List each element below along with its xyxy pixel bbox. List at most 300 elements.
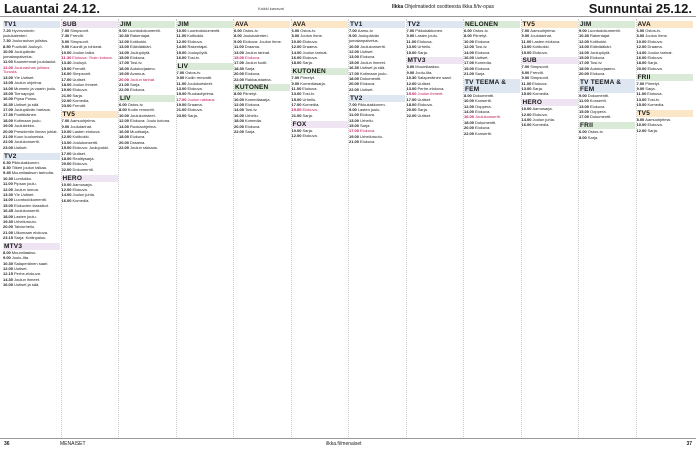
program-title: Tiikeri joulun taikaa. (11, 165, 47, 170)
program-time: 10.00 (176, 28, 187, 33)
program-time: 16.30 (3, 101, 14, 107)
publication-left: MENAISET (60, 441, 86, 447)
program-title: Joulurauhan julistus. (11, 38, 49, 44)
program-title: Ooppera. (475, 103, 492, 109)
program-title: Talviurheilu. (14, 224, 36, 230)
program-time: 10.30 (119, 33, 130, 39)
program-time: 17.00 (291, 102, 302, 108)
program-listing (637, 103, 693, 108)
program-title: Joulun ohjelma. (14, 80, 43, 86)
program-title: Joulurauhan julistus Turusta. (3, 64, 50, 75)
program-title: Hyvinvoinnin joulukalenteri. (3, 28, 35, 38)
program-time: 12.00 (291, 133, 302, 139)
program-title: Joulutarinat. (70, 123, 93, 129)
program-title: Elokuva. (302, 85, 318, 91)
program-time: 22.00 (119, 145, 130, 151)
program-title: Kodin remontti. (127, 107, 155, 113)
program-title: Ruokaohjelma. (187, 91, 215, 97)
program-title: Elokuva. (130, 87, 146, 93)
program-time: 8.00 (61, 38, 70, 44)
program-time: 20.00 (579, 71, 590, 77)
program-time: 18.00 (464, 119, 475, 125)
program-time: 14.00 (291, 49, 302, 55)
program-title: Simpsonit. (72, 71, 92, 77)
program-title: Joulun ihmeet. (14, 276, 41, 282)
listing-column (233, 19, 290, 437)
program-time: 7.20 (3, 28, 11, 33)
program-title: Pipsan joulu. (13, 181, 37, 187)
channel-heading: AVA (292, 21, 348, 28)
program-title: Joulukirkko. (14, 123, 36, 129)
listing-column (291, 19, 348, 437)
program-title: Uutiset. (417, 112, 432, 118)
program-title: Sarja. (72, 92, 83, 98)
program-title: Joulukoristeet. (130, 112, 156, 118)
program-time: 11.00 (579, 98, 589, 104)
program-time: 20.00 (119, 139, 130, 145)
program-listing (62, 168, 118, 173)
program-time: 11.00 (349, 112, 359, 118)
program-title: Komedia. (532, 122, 550, 128)
program-title: Uutiset. (360, 86, 374, 92)
channel-heading: MTV3 (3, 243, 60, 250)
program-title: Joulutarinat. (530, 33, 553, 39)
program-time: 17.30 (3, 112, 14, 118)
channel-heading: FOX (292, 121, 348, 128)
program-title: Tosi-tv. (647, 96, 660, 102)
program-title: Urheiluruutu. (14, 218, 37, 224)
program-title: Komedia. (532, 91, 550, 97)
program-time: 10.00 (291, 127, 302, 133)
program-title: Piirretyt. (472, 33, 488, 39)
program-time: 13.05 (3, 80, 14, 86)
banner-note: Kaikki kanavat (258, 6, 284, 11)
program-title: Elokuva. (187, 85, 203, 91)
program-listing (579, 72, 635, 77)
program-title: Aamusarja. (72, 181, 93, 187)
program-title: Pikkukakkonen. (357, 101, 386, 107)
program-title: Elokuva. (532, 80, 548, 86)
program-time: 21.00 (3, 134, 14, 140)
program-time: 15.00 (521, 91, 532, 97)
program-time: 15.00 (291, 96, 302, 102)
program-time: 20.00 (61, 161, 72, 167)
program-title: Luontodokumentti. (14, 197, 47, 203)
program-listing (119, 88, 175, 93)
program-title: Komedia. (245, 118, 262, 124)
program-listing (292, 134, 348, 139)
program-title: Elokuva. (590, 103, 606, 109)
listing-columns (3, 19, 693, 437)
program-title: Mummin ja vaarin joulu. (14, 85, 57, 91)
program-time: 18.00 (119, 65, 130, 71)
program-title: Joulun tarinat. (130, 76, 156, 82)
program-time: 10.00 (291, 38, 302, 44)
program-title: Joulun tarinat. (647, 49, 673, 55)
channel-heading: AVA (637, 21, 693, 28)
publication-right: ilkka.fi/menaiset (326, 441, 362, 447)
program-title: Elokuva. (245, 54, 261, 60)
program-title: Joulukonsertti. (14, 139, 40, 145)
program-title: Muumilaakso. (11, 249, 37, 255)
program-time: 9.00 (234, 38, 242, 44)
program-title: Autokorjaamo. (590, 65, 616, 71)
program-title: Frendit. (530, 69, 544, 75)
date-saturday: Lauantai 24.12. (4, 1, 101, 16)
program-title: Elokuva: Joulu kotona. (130, 118, 171, 124)
program-time: 16.00 (61, 71, 72, 77)
program-time: 8.00 (579, 134, 587, 140)
program-time: 21.00 (176, 107, 187, 113)
program-title: Eläinlääkäri. (590, 44, 612, 50)
program-title: Lasten joulu. (14, 213, 37, 219)
program-time: 15.00 (521, 49, 532, 55)
program-time: 15.00 (349, 59, 360, 65)
program-title: Luontodokumentti. (127, 28, 161, 33)
program-time: 15.00 (234, 54, 245, 60)
program-listing (3, 236, 60, 241)
page-footer (0, 438, 696, 449)
program-title: Lasten elokuva. (532, 38, 561, 44)
program-time: 7.00 (176, 69, 185, 75)
program-time: 7.00 (521, 28, 530, 33)
program-title: Joulupäivän jumalanpalvelus. (3, 48, 36, 59)
program-time: 17.00 (464, 60, 475, 66)
program-title: Elokuva. (245, 102, 261, 108)
program-time: 12.15 (3, 271, 14, 277)
program-listing (3, 29, 60, 39)
program-time: 17.00 (579, 114, 590, 120)
program-title: Ostos-tv. (587, 129, 604, 135)
program-time: 13.00 (234, 49, 245, 55)
program-time: 18.00 (291, 60, 302, 66)
program-title: Draama. (302, 44, 318, 50)
program-listing (234, 130, 290, 135)
program-time: 13.00 (406, 44, 417, 50)
program-title: Elokuva. (590, 71, 606, 77)
program-time: 13.30 (3, 191, 14, 197)
program-time: 15.00 (406, 91, 417, 97)
program-time: 15.00 (406, 49, 417, 55)
program-title: Lasten joulu. (357, 106, 381, 112)
program-title: Elokuva. (360, 81, 376, 87)
program-title: Urheilu. (302, 96, 317, 102)
program-time: 22.00 (119, 87, 130, 93)
program-time: 17.00 (234, 60, 245, 66)
program-title: Pikkukakkonen. (415, 28, 444, 33)
program-time: 9.00 (119, 28, 127, 33)
program-title: Konsertti. (475, 130, 492, 136)
program-title: Kotikokki. (187, 33, 205, 39)
program-time: 17.00 (349, 70, 360, 76)
program-time: 7.00 (61, 118, 70, 124)
program-time: 14.00 (3, 197, 14, 203)
program-time: 23.00 (176, 112, 187, 118)
program-title: Tosi-tv. (130, 60, 143, 66)
program-title: Simpsonit. (70, 38, 89, 44)
program-time: 13.00 (291, 91, 302, 97)
program-listing (349, 34, 405, 44)
program-title: Kotikokki. (590, 38, 608, 44)
program-time: 11.00 (3, 59, 13, 65)
program-listing (119, 146, 175, 151)
program-title: Joulupöytä. (187, 49, 208, 55)
program-time: 10.00 (61, 129, 72, 135)
program-time: 15.00 (61, 65, 72, 71)
program-title: Draama. (244, 44, 261, 50)
program-title: Joulu-ilta. (415, 69, 433, 75)
program-title: Kauniit ja rohkeat. (70, 44, 103, 50)
program-title: Sarja. (645, 85, 656, 91)
program-listing (292, 61, 348, 66)
program-time: 7.00 (349, 28, 357, 33)
program-title: Dokumentti. (475, 119, 497, 125)
program-time: 10.00 (521, 106, 532, 112)
program-time: 12.00 (119, 118, 130, 124)
program-listing (234, 78, 290, 83)
program-title: Ostos-tv. (127, 102, 144, 108)
program-title: Aamu-tv. (357, 28, 374, 33)
program-title: Kotikokki. (532, 44, 550, 50)
program-time: 22.00 (3, 139, 14, 145)
program-time: 13.00 (119, 44, 130, 50)
program-time: 6.00 (234, 28, 242, 33)
program-time: 16.00 (464, 54, 475, 60)
program-title: Uutiset. (72, 76, 87, 82)
program-title: Elokuva. (72, 186, 88, 192)
program-title: Sarja. (417, 49, 428, 55)
program-time: 17.00 (3, 107, 14, 113)
program-time: 6.00 (464, 28, 472, 33)
program-title: Uutiset. (360, 48, 374, 54)
program-time: 16.00 (464, 114, 475, 120)
program-time: 7.30 (3, 38, 11, 44)
program-title: Rakkaustarina. (245, 76, 272, 82)
program-time: 17.00 (579, 60, 590, 66)
program-time: 8.00 (406, 64, 415, 70)
program-title: Sarja: Kotiinpaluu. (14, 235, 47, 241)
program-time: 15.00 (61, 145, 72, 151)
program-listing (177, 56, 233, 61)
program-title: Aamuohjelma. (530, 28, 556, 33)
program-title: Elokuva. (590, 54, 606, 60)
program-time: 15.00 (579, 109, 590, 115)
program-title: Ostos-tv. (300, 28, 317, 33)
program-time: 7.00 (291, 75, 300, 81)
program-time: 8.30 (3, 165, 11, 170)
program-title: Joulukalenteri. (242, 33, 269, 39)
program-title: Uutiset. (72, 150, 87, 156)
program-time: 10.30 (3, 260, 14, 266)
program-time: 10.00 (61, 181, 72, 187)
program-title: Sarja. (647, 127, 658, 133)
program-title: Sarja. (360, 123, 371, 129)
program-title: Elokuva. (130, 134, 146, 140)
channel-heading: FRII (637, 74, 693, 81)
program-listing (522, 123, 578, 128)
program-time: 8.00 (234, 91, 242, 97)
program-time: 10.00 (119, 112, 130, 118)
channel-heading: SUB (522, 57, 578, 64)
program-title: Kauneimmat joululaulut. (13, 59, 57, 65)
program-title: Elokuva. (417, 38, 433, 44)
program-time: 18.00 (61, 81, 72, 87)
program-time: 6.30 (3, 159, 11, 165)
listing-column (463, 19, 520, 437)
program-time: 17.00 (406, 96, 417, 102)
program-time: 19.00 (464, 65, 475, 71)
program-title: Ostos-tv. (472, 28, 489, 33)
program-title: Elokuva. (302, 54, 318, 60)
program-title: Joulun taika. (72, 49, 95, 55)
program-title: Uutiset ja sää. (14, 282, 40, 288)
program-title: Joulukonsertti. (14, 208, 40, 214)
program-time: 20.00 (349, 81, 360, 87)
program-title: Ostos-tv. (645, 28, 662, 33)
program-title: Sarja. (245, 129, 256, 135)
program-time: 10.00 (3, 48, 14, 54)
program-time: 16.00 (176, 54, 187, 60)
program-time: 15.00 (176, 91, 187, 97)
program-title: Realitysarja. (72, 156, 95, 161)
program-listing (637, 129, 693, 134)
program-title: Elokuva. (417, 102, 433, 108)
program-title: Komedia. (647, 102, 665, 108)
program-title: Urheilu. (417, 44, 432, 50)
program-time: 22.00 (406, 112, 417, 118)
program-time: 19.00 (176, 102, 187, 108)
program-time: 19.00 (3, 123, 14, 129)
program-title: Elokuva. (475, 49, 491, 55)
program-title: Simpsonit. (530, 64, 549, 70)
program-time: 11.30 (61, 54, 72, 60)
program-title: Ulkomaan elokuva. (14, 229, 49, 235)
program-title: Joulun ihme. (300, 33, 323, 39)
program-time: 12.00 (61, 186, 72, 192)
program-time: 10.00 (636, 122, 647, 128)
program-title: Elokuva. (187, 38, 203, 44)
program-listing (407, 114, 463, 119)
program-time: 12.00 (3, 266, 14, 272)
program-title: Dokumentti. (590, 114, 612, 120)
program-time: 15.00 (3, 202, 14, 208)
program-time: 19.00 (61, 87, 72, 93)
program-time: 11.00 (176, 80, 187, 86)
program-time: 20.00 (3, 224, 14, 230)
program-time: 12.00 (636, 127, 647, 133)
program-title: Elokuva. (475, 38, 491, 44)
program-time: 6.00 (636, 28, 645, 33)
program-title: Urheilu. (360, 117, 374, 123)
program-time: 22.00 (234, 76, 245, 82)
program-time: 12.00 (579, 38, 590, 44)
program-title: Joulun rakkaus. (187, 96, 216, 102)
program-title: Muumilaakson tarinoita. (11, 170, 55, 176)
program-time: 15.00 (349, 123, 360, 129)
program-listing (407, 51, 463, 56)
program-time: 11.00 (3, 181, 13, 187)
program-time: 16.00 (61, 197, 72, 203)
program-title: Joulukonsertti. (475, 114, 501, 120)
program-title: Sarja. (245, 65, 256, 71)
program-time: 12.00 (636, 44, 647, 50)
listing-column (636, 19, 693, 437)
program-time: 13.00 (636, 96, 647, 102)
program-time: 6.00 (291, 28, 300, 33)
program-time: 12.00 (176, 38, 187, 44)
channel-heading: TV TEEMA & FEM (579, 79, 635, 93)
channel-heading: TV1 (349, 21, 405, 28)
program-time: 14.00 (464, 109, 475, 115)
program-time: 8.00 (464, 92, 472, 98)
program-time: 18.00 (234, 118, 245, 124)
program-title: Yle Uutiset. (14, 74, 35, 80)
program-title: Lasten elokuva. (72, 129, 101, 135)
program-time: 13.00 (406, 85, 417, 91)
program-title: Tosi-tv. (187, 54, 200, 60)
program-time: 12.00 (406, 80, 417, 86)
program-title: Presidentin linnan juhlat. (14, 128, 58, 134)
banner-source (392, 4, 494, 10)
program-title: Pipsa Possu. (14, 96, 38, 102)
program-time: 11.00 (521, 38, 532, 44)
program-listing (62, 199, 118, 204)
program-time: 12.00 (291, 44, 302, 50)
program-title: Perhe-elokuva. (417, 85, 445, 91)
channel-heading: TV1 (3, 21, 60, 28)
program-time: 17.00 (119, 60, 130, 66)
program-listing (579, 115, 635, 120)
program-title: Autokorjaamo. (130, 65, 156, 71)
program-time: 9.00 (61, 44, 70, 50)
program-title: Piirretyt. (300, 75, 315, 81)
program-time: 9.45 (3, 170, 11, 176)
program-time: 17.00 (61, 76, 72, 82)
program-time: 9.00 (521, 33, 530, 39)
program-title: Puoliväli Jouluyö. (11, 43, 43, 49)
program-time: 9.00 (406, 69, 415, 75)
program-title: Sarja. (475, 71, 486, 77)
program-title: Aamuohjelma. (70, 118, 96, 124)
program-title: Sarja. (647, 60, 658, 66)
program-title: Joulukonsertti. (360, 43, 386, 49)
program-title: Konsertti. (475, 98, 492, 104)
program-title: Joulun ihmeet. (72, 81, 99, 87)
program-title: Uutiset. (417, 96, 432, 102)
program-title: Elokuva. (245, 71, 261, 77)
program-title: Elokuva. (647, 54, 663, 60)
program-time: 16.45 (3, 208, 14, 214)
program-listing (579, 136, 635, 141)
program-title: Pikkukakkonen. (11, 159, 40, 165)
program-title: Uutiset. (417, 80, 432, 86)
program-title: Joulun juhla. (72, 192, 95, 198)
program-time: 9.00 (636, 85, 645, 91)
program-title: Komedia. (72, 98, 90, 104)
program-title: Joulupöytä. (590, 49, 611, 55)
program-time: 13.00 (176, 85, 187, 91)
program-time: 21.00 (3, 229, 14, 235)
program-time: 8.00 (234, 33, 242, 39)
program-title: Sarja. (130, 81, 141, 87)
program-time: 18.00 (349, 75, 360, 81)
program-title: Ostos-tv. (242, 28, 259, 33)
program-title: Frendit. (70, 33, 84, 39)
program-time: 9.00 (406, 33, 415, 39)
program-title: Elokuva. (475, 65, 491, 71)
program-title: Kuun kuulumisia. (14, 134, 45, 140)
channel-heading: MTV3 (407, 57, 463, 64)
